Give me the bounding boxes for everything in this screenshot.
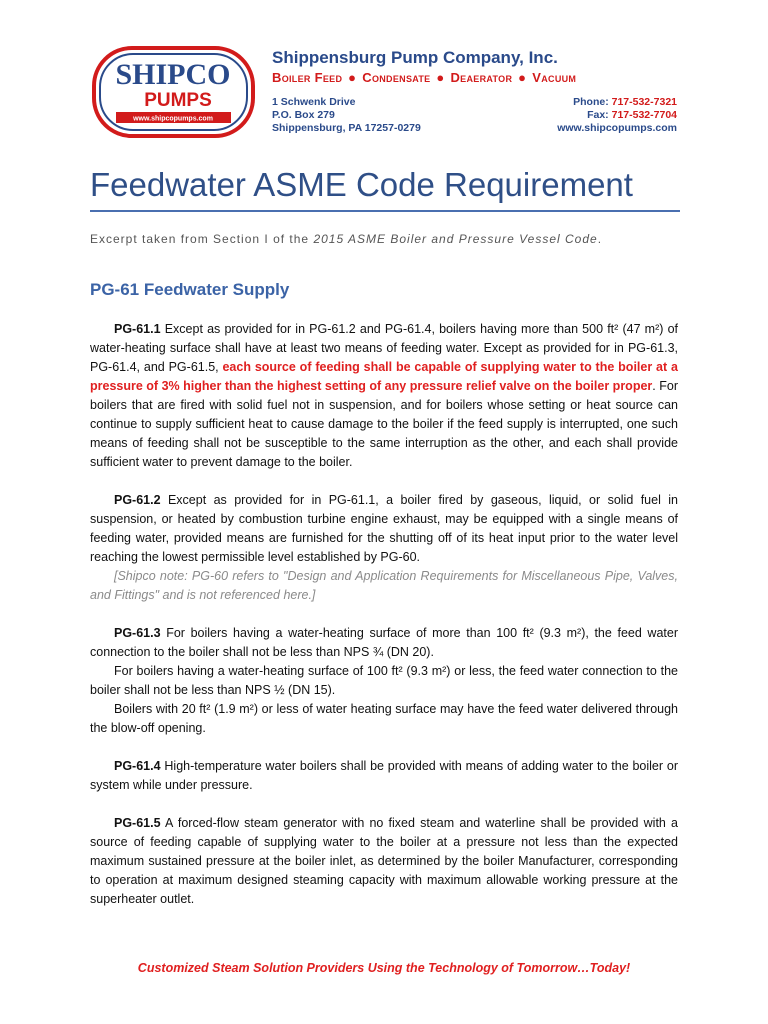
mailing-address — [272, 96, 421, 135]
clause-label: PG-61.1 — [114, 322, 161, 336]
tagline-item: Vacuum — [532, 70, 577, 85]
clause-label: PG-61.2 — [114, 493, 161, 507]
fax-label: Fax: — [587, 109, 612, 121]
paragraph-pg61-3c: Boilers with 20 ft² (1.9 m²) or less of water heating surface may have the feed water delivered through the blow-off opening. — [90, 702, 678, 735]
excerpt-prefix: Excerpt taken from Section I of the — [90, 232, 314, 246]
section-heading: PG-61 Feedwater Supply — [90, 280, 290, 299]
paragraph-pg61-2 — [90, 491, 678, 567]
paragraph-pg61-4 — [90, 757, 678, 795]
fax-number: 717-532-7704 — [611, 109, 677, 121]
excerpt-source: 2015 ASME Boiler and Pressure Vessel Code — [313, 232, 598, 246]
paragraph-pg61-3 — [90, 624, 678, 662]
clause-label: PG-61.5 — [114, 816, 161, 830]
footer-slogan: Customized Steam Solution Providers Using the Technology of Tomorrow…Today! — [137, 961, 631, 975]
address-line: 1 Schwenk Drive — [272, 96, 356, 108]
clause-text: High-temperature water boilers shall be provided with means of adding water to the boiler or system while under pressure. — [90, 759, 678, 792]
excerpt-suffix: . — [597, 232, 603, 246]
excerpt-note — [90, 232, 602, 246]
logo-url: www.shipcopumps.com — [133, 115, 213, 123]
tagline-item: Condensate — [362, 70, 431, 85]
company-name: Shippensburg Pump Company, Inc. — [272, 48, 558, 67]
title-divider — [90, 210, 680, 212]
product-tagline: Boiler Feed ● Condensate ● Deaerator ● Vacuum — [272, 70, 577, 85]
tagline-item: Deaerator — [450, 70, 513, 85]
address-line: Shippensburg, PA 17257-0279 — [272, 122, 421, 134]
clause-text: Except as provided for in PG-61.1, a boiler fired by gaseous, liquid, or solid fuel in suspension, or heated by combustion turbine engine exhaust, may be equipped with a single means of feeding water, provided means are furnished for the shutting off of its heat input prior to the water level reaching the lowest permissible level established by PG-60. — [90, 493, 678, 564]
page-title: Feedwater ASME Code Requirement — [90, 166, 633, 203]
logo-text-top: SHIPCO — [115, 58, 231, 91]
clause-text: Except as provided for in PG-61.2 and PG-61.4, boilers having more than 500 ft² (47 m²) of water-heating surface shall have at least two means of feeding water. Except as provided for in PG-61.3, PG-61.4, and PG-61.5, — [90, 322, 678, 374]
clause-text: A forced-flow steam generator with no fixed steam and waterline shall be provided with a source of feeding capable of supplying water to the boiler at a pressure not less than the expected maximum sustained pressure at the boiler inlet, as determined by the boiler Manufacturer, corresponding to operation at maximum designed steaming capacity with maximum allowable working pressure at the superheater outlet. — [90, 816, 678, 906]
code-text — [90, 320, 678, 909]
clause-label: PG-61.4 — [114, 759, 161, 773]
paragraph-pg61-5 — [90, 814, 678, 909]
phone-label: Phone: — [573, 96, 612, 108]
paragraph-pg61-1 — [90, 320, 678, 472]
clause-text: . For boilers that are fired with solid fuel not in suspension, and for boilers whose setting or heat source can continue to supply sufficient heat to cause damage to the boiler if the feed supply is interrupted, one such means of feeding shall not be susceptible to the same interruption as the other, and each shall provide sufficient water to prevent damage to the boiler. — [90, 379, 678, 469]
shipco-pumps-logo — [92, 46, 255, 138]
clause-text: For boilers having a water-heating surface of more than 100 ft² (9.3 m²), the feed water connection to the boiler shall not be less than NPS ¾ (DN 20). — [90, 626, 678, 659]
tagline-item: Boiler Feed — [272, 70, 343, 85]
logo-text-bottom: PUMPS — [144, 90, 212, 111]
paragraph-pg61-3b: For boilers having a water-heating surface of 100 ft² (9.3 m²) or less, the feed water connection to the boiler shall not be less than NPS ½ (DN 15). — [90, 664, 678, 697]
website-link[interactable]: www.shipcopumps.com — [557, 122, 677, 134]
clause-label: PG-61.3 — [114, 626, 161, 640]
phone-number: 717-532-7321 — [611, 96, 677, 108]
address-line: P.O. Box 279 — [272, 109, 335, 121]
contact-info — [557, 96, 677, 135]
highlighted-requirement: each source of feeding shall be capable of supplying water to the boiler at a pressure of 3% higher than the highest setting of any pressure relief valve on the boiler proper — [90, 360, 678, 393]
shipco-note: [Shipco note: PG-60 refers to "Design and Application Requirements for Miscellaneous Pipe, Valves, and Fittings" and is not referenced here.] — [90, 569, 678, 602]
